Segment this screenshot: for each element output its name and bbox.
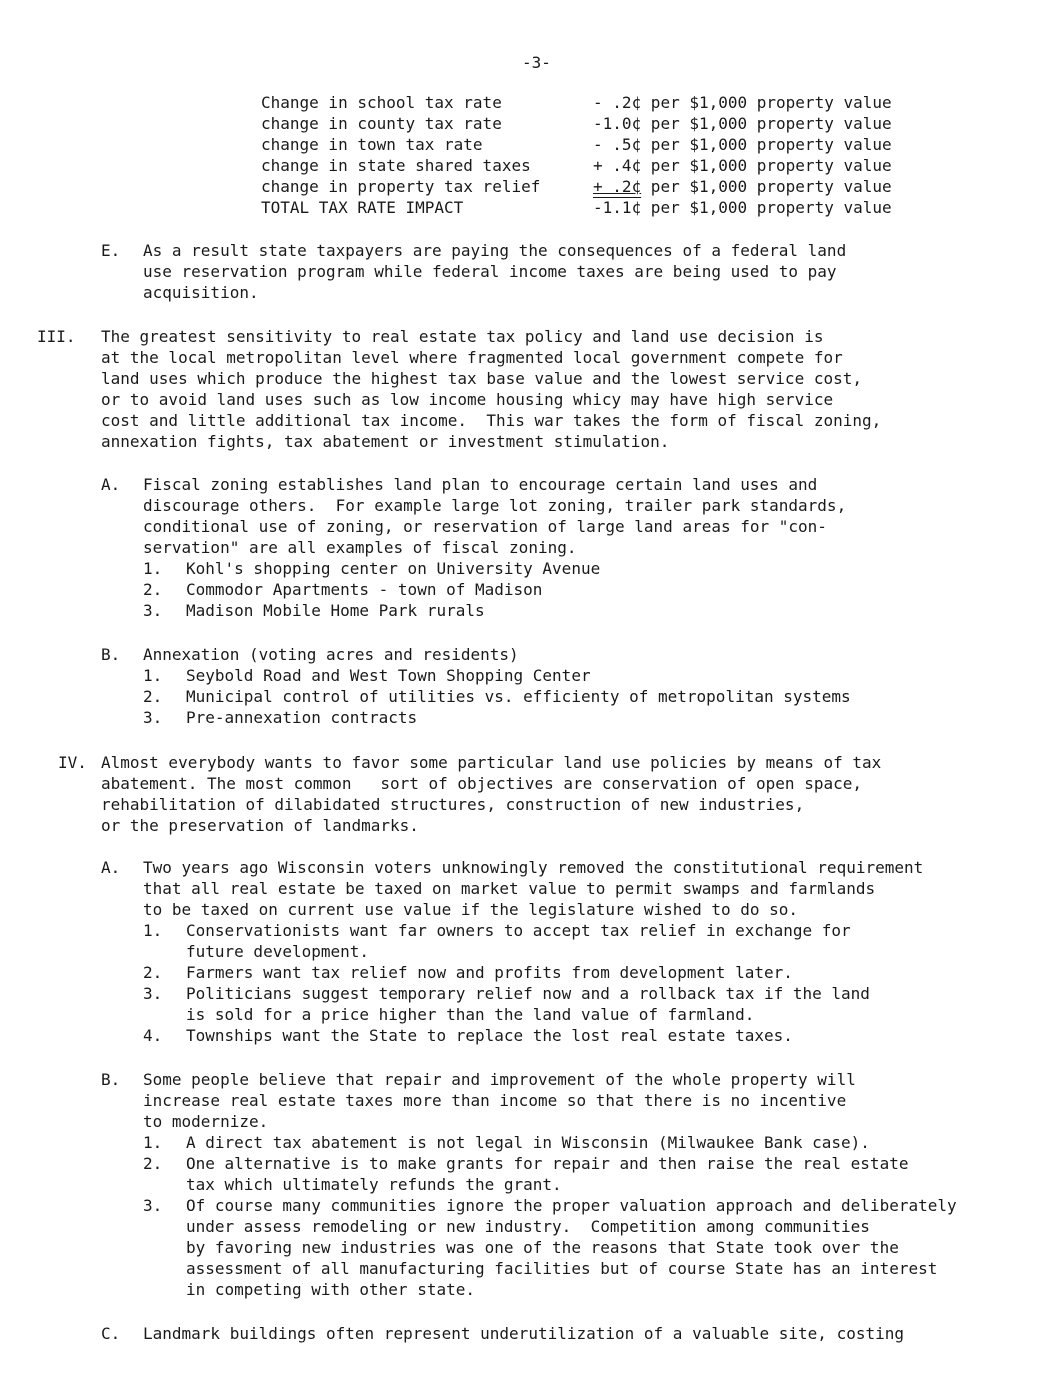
text-line: in competing with other state.: [186, 1280, 475, 1299]
tax-row-label: TOTAL TAX RATE IMPACT: [261, 198, 464, 217]
section-iii-b-marker: B.: [101, 645, 121, 664]
list-item-marker: 3.: [143, 601, 163, 620]
tax-row-unit: per $1,000 property value: [641, 93, 892, 112]
tax-row-unit: per $1,000 property value: [641, 177, 892, 196]
section-iv-c-marker: C.: [101, 1324, 121, 1343]
text-line: by favoring new industries was one of the reasons that State took over the: [186, 1238, 899, 1257]
tax-row-label: Change in school tax rate: [261, 93, 502, 112]
list-item-text: [186, 1025, 793, 1046]
list-item-text: [186, 686, 851, 707]
section-iii-b-text: [143, 644, 519, 665]
tax-row-amount: [593, 155, 892, 176]
list-item-text: [186, 600, 485, 621]
tax-row-unit: per $1,000 property value: [641, 114, 892, 133]
list-item-text: [186, 558, 600, 579]
text-line: As a result state taxpayers are paying the consequences of a federal land: [143, 241, 847, 260]
text-line: Some people believe that repair and improvement of the whole property will: [143, 1070, 856, 1089]
list-item-text: [186, 665, 591, 686]
tax-row-amount: [593, 197, 892, 218]
text-line: Conservationists want far owners to accept tax relief in exchange for: [186, 921, 851, 940]
section-e-marker: E.: [101, 241, 121, 260]
list-item-marker: 3.: [143, 708, 163, 727]
list-item-marker: 2.: [143, 963, 163, 982]
list-item-marker: 4.: [143, 1026, 163, 1045]
text-line: use reservation program while federal income taxes are being used to pay: [143, 262, 837, 281]
text-line: One alternative is to make grants for repair and then raise the real estate: [186, 1154, 909, 1173]
section-iv-a-text: [143, 857, 923, 920]
text-line: Fiscal zoning establishes land plan to encourage certain land uses and: [143, 475, 818, 494]
tax-row-label: change in town tax rate: [261, 135, 483, 154]
tax-row-amount: [593, 134, 892, 155]
tax-row-unit: per $1,000 property value: [641, 156, 892, 175]
section-iv-b-marker: B.: [101, 1070, 121, 1089]
list-item-marker: 2.: [143, 687, 163, 706]
text-line: discourage others. For example large lot zoning, trailer park standards,: [143, 496, 847, 515]
list-item-marker: 2.: [143, 1154, 163, 1173]
list-item-text: [186, 962, 793, 983]
section-iv-c-text: [143, 1323, 904, 1344]
text-line: Municipal control of utilities vs. efficienty of metropolitan systems: [186, 687, 851, 706]
tax-row-amount: [593, 176, 892, 197]
text-line: Seybold Road and West Town Shopping Center: [186, 666, 591, 685]
list-item-text: [186, 920, 851, 962]
list-item-marker: 1.: [143, 666, 163, 685]
text-line: to be taxed on current use value if the legislature wished to do so.: [143, 900, 799, 919]
text-line: abatement. The most common sort of objectives are conservation of open space,: [101, 774, 862, 793]
text-line: or the preservation of landmarks.: [101, 816, 419, 835]
page-number: -3-: [522, 53, 551, 72]
section-iii-a-text: [143, 474, 846, 558]
list-item-marker: 3.: [143, 984, 163, 1003]
text-line: future development.: [186, 942, 370, 961]
text-line: A direct tax abatement is not legal in Wisconsin (Milwaukee Bank case).: [186, 1133, 870, 1152]
text-line: assessment of all manufacturing facilities but of course State has an interest: [186, 1259, 938, 1278]
tax-row-label: change in county tax rate: [261, 114, 502, 133]
text-line: Farmers want tax relief now and profits from development later.: [186, 963, 793, 982]
text-line: at the local metropolitan level where fragmented local government compete for: [101, 348, 843, 367]
text-line: Politicians suggest temporary relief now and a rollback tax if the land: [186, 984, 870, 1003]
list-item-text: [186, 707, 417, 728]
text-line: Annexation (voting acres and residents): [143, 645, 519, 664]
tax-row-label: change in property tax relief: [261, 177, 541, 196]
tax-row-value: + .2¢: [593, 177, 642, 196]
text-line: Madison Mobile Home Park rurals: [186, 601, 485, 620]
list-item-marker: 1.: [143, 1133, 163, 1152]
text-line: or to avoid land uses such as low income housing whicy may have high service: [101, 390, 834, 409]
list-item-text: [186, 983, 870, 1025]
text-line: Of course many communities ignore the proper valuation approach and deliberately: [186, 1196, 957, 1215]
text-line: Townships want the State to replace the lost real estate taxes.: [186, 1026, 793, 1045]
list-item-text: [186, 1195, 957, 1300]
tax-row-value: - .5¢: [593, 135, 642, 154]
list-item-marker: 1.: [143, 559, 163, 578]
text-line: to modernize.: [143, 1112, 269, 1131]
tax-row-value: - .2¢: [593, 93, 642, 112]
text-line: annexation fights, tax abatement or investment stimulation.: [101, 432, 670, 451]
text-line: tax which ultimately refunds the grant.: [186, 1175, 562, 1194]
section-iv-marker: IV.: [58, 753, 87, 772]
list-item-text: [186, 579, 542, 600]
section-e-text: [143, 240, 846, 303]
text-line: that all real estate be taxed on market value to permit swamps and farmlands: [143, 879, 876, 898]
text-line: Two years ago Wisconsin voters unknowingly removed the constitutional requirement: [143, 858, 924, 877]
text-line: rehabilitation of dilabidated structures, construction of new industries,: [101, 795, 805, 814]
text-line: Pre-annexation contracts: [186, 708, 418, 727]
list-item-marker: 2.: [143, 580, 163, 599]
list-item-marker: 3.: [143, 1196, 163, 1215]
tax-row-label: change in state shared taxes: [261, 156, 531, 175]
tax-row-value: -1.1¢: [593, 198, 642, 217]
text-line: increase real estate taxes more than income so that there is no incentive: [143, 1091, 847, 1110]
text-line: cost and little additional tax income. This war takes the form of fiscal zoning,: [101, 411, 882, 430]
tax-row-unit: per $1,000 property value: [641, 135, 892, 154]
list-item-text: [186, 1132, 870, 1153]
text-line: Commodor Apartments - town of Madison: [186, 580, 543, 599]
tax-row-value: + .4¢: [593, 156, 642, 175]
tax-row-value: -1.0¢: [593, 114, 642, 133]
text-line: Kohl's shopping center on University Avenue: [186, 559, 601, 578]
list-item-text: [186, 1153, 908, 1195]
text-line: is sold for a price higher than the land value of farmland.: [186, 1005, 755, 1024]
section-iv-b-text: [143, 1069, 856, 1132]
text-line: under assess remodeling or new industry. Competition among communities: [186, 1217, 870, 1236]
section-iii-text: [101, 326, 881, 452]
list-item-marker: 1.: [143, 921, 163, 940]
text-line: conditional use of zoning, or reservation of large land areas for "con-: [143, 517, 827, 536]
tax-row-unit: per $1,000 property value: [641, 198, 892, 217]
text-line: servation" are all examples of fiscal zoning.: [143, 538, 577, 557]
tax-row-amount: [593, 92, 892, 113]
section-iii-marker: III.: [37, 327, 76, 346]
text-line: Landmark buildings often represent underutilization of a valuable site, costing: [143, 1324, 904, 1343]
text-line: land uses which produce the highest tax base value and the lowest service cost,: [101, 369, 862, 388]
section-iv-text: [101, 752, 881, 836]
text-line: Almost everybody wants to favor some particular land use policies by means of tax: [101, 753, 882, 772]
text-line: acquisition.: [143, 283, 259, 302]
section-iv-a-marker: A.: [101, 858, 121, 877]
section-iii-a-marker: A.: [101, 475, 121, 494]
tax-row-amount: [593, 113, 892, 134]
text-line: The greatest sensitivity to real estate tax policy and land use decision is: [101, 327, 824, 346]
